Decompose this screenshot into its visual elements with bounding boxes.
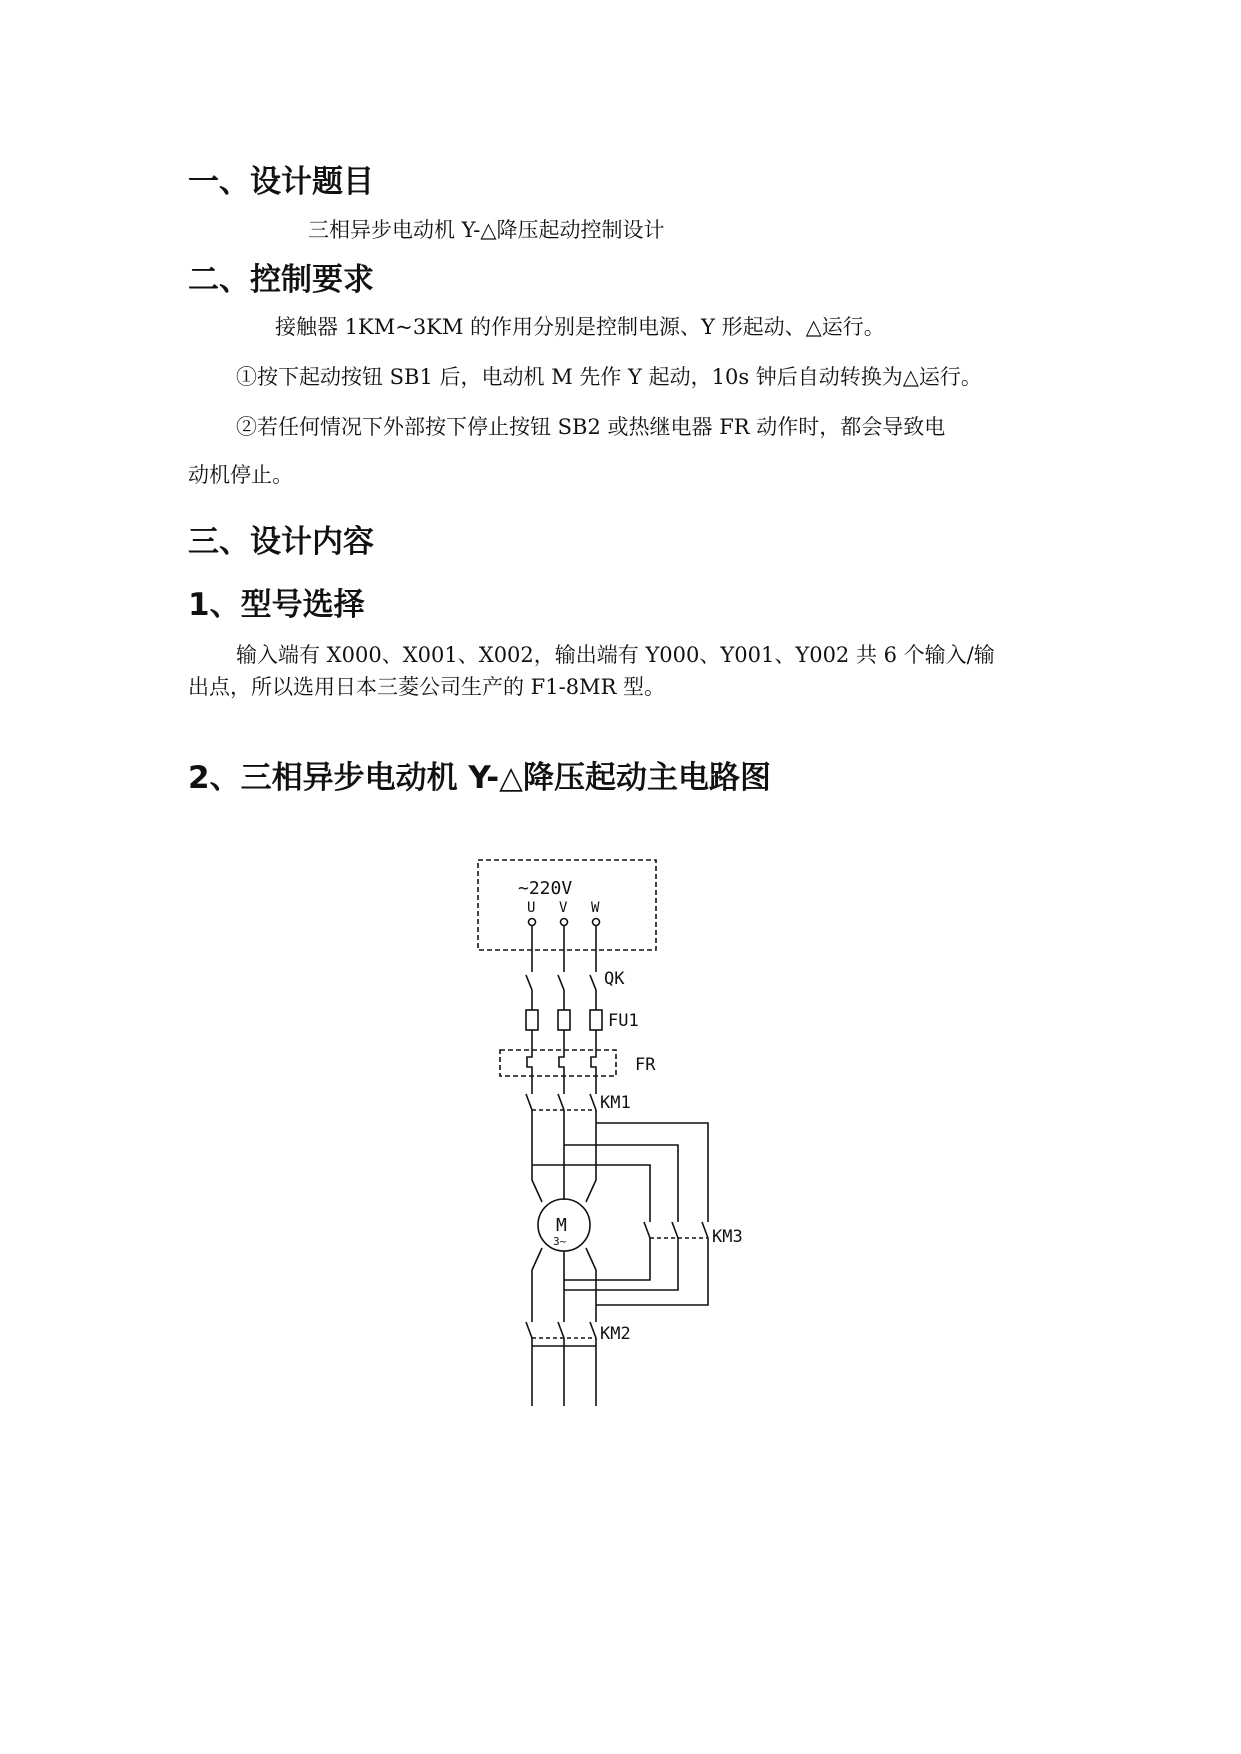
supply-label: ~220V [518,878,573,899]
requirement-para3-line2: 动机停止。 [188,463,293,487]
fr-box [500,1050,616,1076]
model-selection-line2: 出点，所以选用日本三菱公司生产的 F1-8MR 型。 [188,675,666,699]
km1-label: KM1 [600,1093,631,1113]
requirement-para3-line1: ②若任何情况下外部按下停止按钮 SB2 或热继电器 FR 动作时，都会导致电 [236,415,946,439]
subsection2-heading: 2、三相异步电动机 Y-△降压起动主电路图 [188,760,771,796]
section1-heading: 一、设计题目 [188,164,374,200]
terminal-w [593,919,600,926]
km2-contacts [526,1322,596,1338]
design-title: 三相异步电动机 Y-△降压起动控制设计 [308,218,665,242]
km3-contacts [644,1222,708,1238]
section2-heading: 二、控制要求 [188,262,374,298]
qk-label: QK [604,969,625,989]
phase-u-label: U [527,900,536,916]
phase-w-label: W [591,900,600,916]
phase-v-label: V [559,900,568,916]
model-selection-line1: 输入端有 X000、X001、X002，输出端有 Y000、Y001、Y002 共 6 个输入/输 [236,643,995,667]
fr-elements [527,1051,596,1076]
fr-label: FR [635,1055,656,1075]
qk-switch [526,975,596,990]
km1-contacts [526,1094,596,1110]
requirement-para2: ①按下起动按钮 SB1 后，电动机 M 先作 Y 起动，10s 钟后自动转换为△运行。 [236,365,982,389]
main-circuit-diagram [470,850,790,1480]
km3-label: KM3 [712,1227,743,1247]
terminal-v [561,919,568,926]
fu1-fuses [526,1010,602,1030]
terminal-u [529,919,536,926]
km2-label: KM2 [600,1324,631,1344]
requirement-para1: 接触器 1KM~3KM 的作用分别是控制电源、Y 形起动、△运行。 [275,315,885,339]
motor-label: M [556,1215,567,1236]
subsection1-heading: 1、型号选择 [188,587,365,623]
section3-heading: 三、设计内容 [188,524,374,560]
motor-sub-label: 3~ [553,1235,567,1248]
fu1-label: FU1 [608,1011,639,1031]
